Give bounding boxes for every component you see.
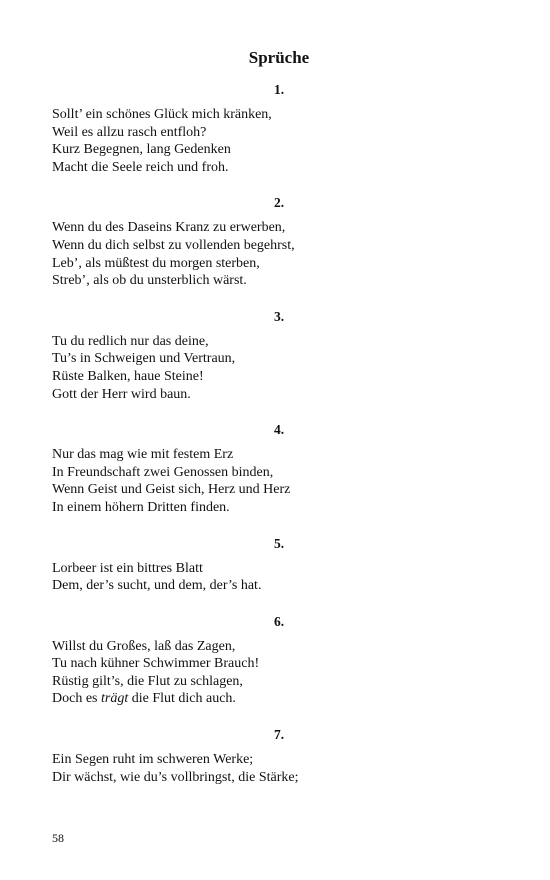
- stanza-lines: [52, 106, 472, 176]
- stanza-4: [52, 420, 472, 516]
- verse-line: Rüstig gilt’s, die Flut zu schlagen,: [52, 673, 243, 689]
- stanza-2: [52, 193, 472, 289]
- stanza-lines: [52, 446, 472, 516]
- verse-line: Macht die Seele reich und froh.: [52, 159, 229, 175]
- stanza-lines: [52, 560, 472, 595]
- page-number: 58: [52, 831, 64, 845]
- verse-line: Weil es allzu rasch entfloh?: [52, 124, 207, 140]
- emphasized-word: trägt: [101, 691, 129, 707]
- verse-line: Dir wächst, wie du’s vollbringst, die Stärke;: [52, 769, 299, 785]
- verse-text: Doch es: [52, 691, 101, 707]
- stanza-lines: [52, 638, 472, 708]
- stanza-number: 4.: [273, 422, 285, 438]
- verse-line: Nur das mag wie mit festem Erz: [52, 447, 234, 463]
- stanza-number: 2.: [273, 195, 285, 211]
- verse-line: Lorbeer ist ein bittres Blatt: [52, 560, 203, 576]
- verse-line: Dem, der’s sucht, und dem, der’s hat.: [52, 578, 262, 594]
- verse-line: Wenn Geist und Geist sich, Herz und Herz: [52, 482, 291, 498]
- verse-line: Tu’s in Schweigen und Vertraun,: [52, 351, 236, 367]
- stanza-lines: [52, 751, 472, 786]
- verse-line: Streb’, als ob du unsterblich wärst.: [52, 273, 247, 289]
- page-content: [52, 46, 472, 803]
- verse-line: Rüste Balken, haue Steine!: [52, 368, 204, 384]
- stanza-5: [52, 534, 472, 595]
- stanza-number: 1.: [273, 82, 285, 97]
- verse-line: Wenn du des Daseins Kranz zu erwerben,: [52, 220, 286, 236]
- verse-line: In Freundschaft zwei Genossen binden,: [52, 464, 274, 480]
- verse-line: Ein Segen ruht im schweren Werke;: [52, 752, 254, 768]
- verse-line: In einem höhern Dritten finden.: [52, 499, 230, 515]
- verse-line: Leb’, als müßtest du morgen sterben,: [52, 255, 260, 271]
- verse-line: Gott der Herr wird baun.: [52, 386, 191, 402]
- stanza-6: [52, 612, 472, 708]
- verse-line: Wenn du dich selbst zu vollenden begehrst,: [52, 237, 295, 253]
- stanza-3: [52, 307, 472, 403]
- stanza-number: 7.: [273, 727, 285, 743]
- verse-line: Tu du redlich nur das deine,: [52, 333, 209, 349]
- stanza-lines: [52, 333, 472, 403]
- verse-line: Sollt’ ein schönes Glück mich kränken,: [52, 107, 272, 122]
- stanza-1: [52, 80, 472, 176]
- stanza-number: 3.: [273, 308, 285, 324]
- page-title: Sprüche: [248, 48, 310, 67]
- verse-line: Tu nach kühner Schwimmer Brauch!: [52, 656, 260, 672]
- stanza-number: 6.: [273, 613, 285, 629]
- verse-text: die Flut dich auch.: [128, 691, 236, 707]
- verse-line-with-emphasis: [52, 690, 472, 708]
- verse-line: Kurz Begegnen, lang Gedenken: [52, 142, 231, 158]
- stanza-lines: [52, 219, 472, 289]
- stanza-7: [52, 725, 472, 786]
- stanza-number: 5.: [273, 535, 285, 551]
- verse-line: Willst du Großes, laß das Zagen,: [52, 638, 236, 654]
